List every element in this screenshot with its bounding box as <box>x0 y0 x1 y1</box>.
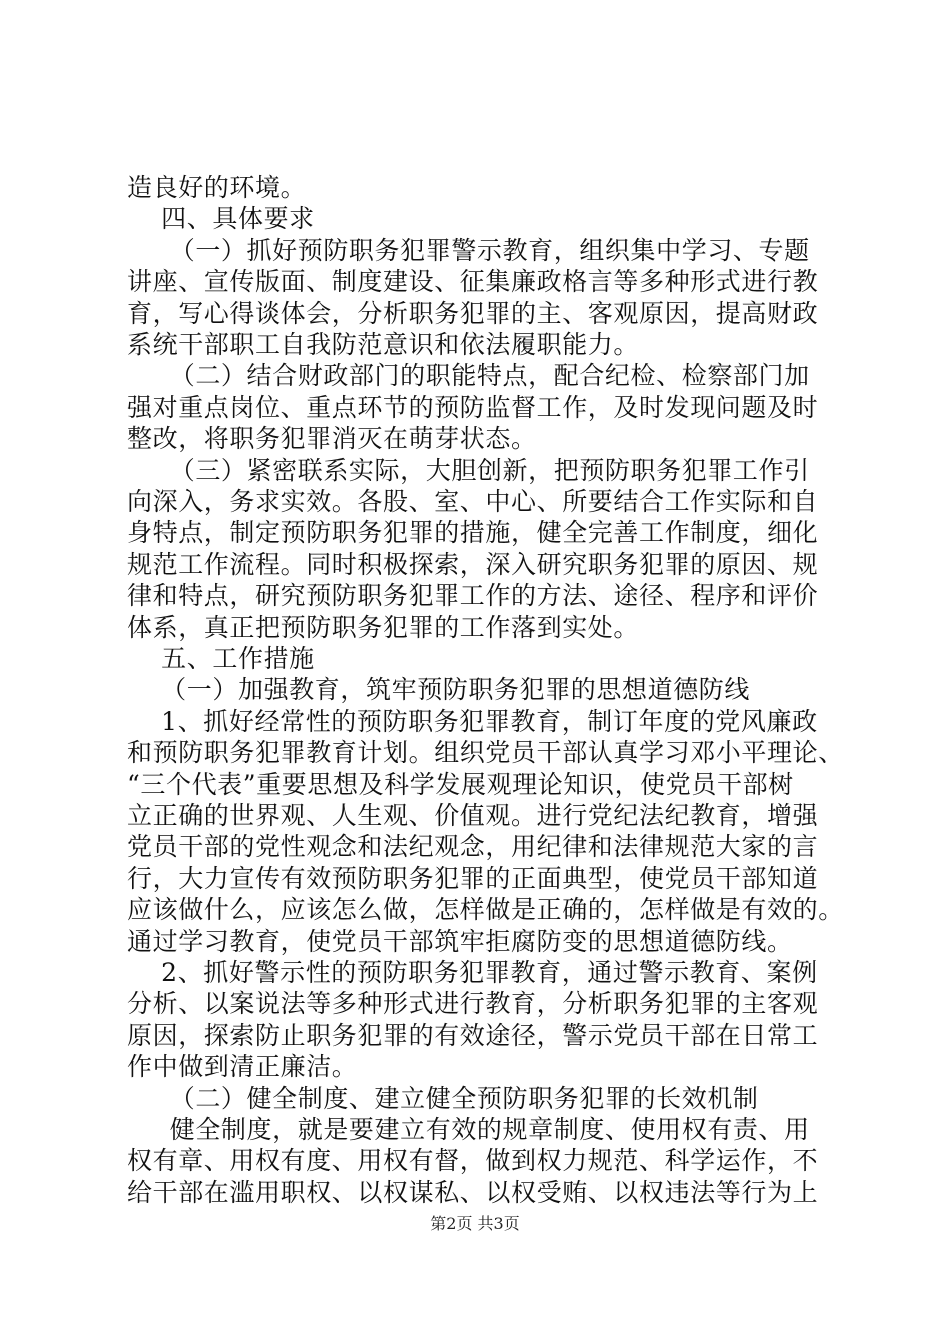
text-line: 强对重点岗位、重点环节的预防监督工作，及时发现问题及时 <box>127 392 819 422</box>
text-line: “三个代表”重要思想及科学发展观理论知识，使党员干部树 <box>127 769 794 799</box>
text-line: 系统干部职工自我防范意识和依法履职能力。 <box>127 330 640 359</box>
text-line: 体系，真正把预防职务犯罪的工作落到实处。 <box>127 612 640 642</box>
text-line: 和预防职务犯罪教育计划。组织党员干部认真学习邓小平理论、 <box>127 738 844 768</box>
text-line: 权有章、用权有度、用权有督，做到权力规范、科学运作，不 <box>127 1146 819 1176</box>
text-line: 给干部在滥用职权、以权谋私、以权受贿、以权违法等行为上 <box>127 1177 819 1207</box>
text-line: 行，大力宣传有效预防职务犯罪的正面典型，使党员干部知道 <box>127 863 819 893</box>
text-line: （二）结合财政部门的职能特点，配合纪检、检察部门加 <box>127 361 810 391</box>
text-line: 1、抓好经常性的预防职务犯罪教育，制订年度的党风廉政 <box>127 706 818 736</box>
text-line: 育，写心得谈体会，分析职务犯罪的主、客观原因，提高财政 <box>127 298 819 328</box>
text-line: 应该做什么，应该怎么做，怎样做是正确的，怎样做是有效的。 <box>127 895 844 925</box>
text-line: 整改，将职务犯罪消灭在萌芽状态。 <box>127 424 537 454</box>
text-line: 分析、以案说法等多种形式进行教育，分析职务犯罪的主客观 <box>127 989 819 1019</box>
text-line: 健全制度，就是要建立有效的规章制度、使用权有责、用 <box>127 1115 810 1144</box>
section-heading: 四、具体要求 <box>127 204 315 234</box>
text-line: 通过学习教育，使党员干部筑牢拒腐防变的思想道德防线。 <box>127 926 793 956</box>
text-line: 2、抓好警示性的预防职务犯罪教育，通过警示教育、案例 <box>127 958 818 987</box>
text-line: 身特点，制定预防职务犯罪的措施，健全完善工作制度，细化 <box>127 518 819 548</box>
text-line: （三）紧密联系实际，大胆创新，把预防职务犯罪工作引 <box>127 455 810 485</box>
text-line: 规范工作流程。同时积极探索，深入研究职务犯罪的原因、规 <box>127 549 819 579</box>
subsection-heading: （二）健全制度、建立健全预防职务犯罪的长效机制 <box>127 1083 759 1113</box>
text-line: 立正确的世界观、人生观、价值观。进行党纪法纪教育，增强 <box>127 801 819 830</box>
text-line: 讲座、宣传版面、制度建设、征集廉政格言等多种形式进行教 <box>127 267 819 297</box>
text-line: 原因，探索防止职务犯罪的有效途径，警示党员干部在日常工 <box>127 1020 819 1050</box>
subsection-heading: （一）加强教育，筑牢预防职务犯罪的思想道德防线 <box>127 675 750 705</box>
text-line: 作中做到清正廉洁。 <box>127 1052 358 1082</box>
text-line: 向深入，务求实效。各股、室、中心、所要结合工作实际和自 <box>127 487 819 516</box>
section-heading: 五、工作措施 <box>127 644 315 673</box>
page-number-footer: 第2页 共3页 <box>430 1214 520 1233</box>
text-line: （一）抓好预防职务犯罪警示教育，组织集中学习、专题 <box>127 235 810 265</box>
text-line: 造良好的环境。 <box>127 173 307 202</box>
text-line: 律和特点，研究预防职务犯罪工作的方法、途径、程序和评价 <box>127 581 819 611</box>
text-line: 党员干部的党性观念和法纪观念，用纪律和法律规范大家的言 <box>127 832 819 862</box>
